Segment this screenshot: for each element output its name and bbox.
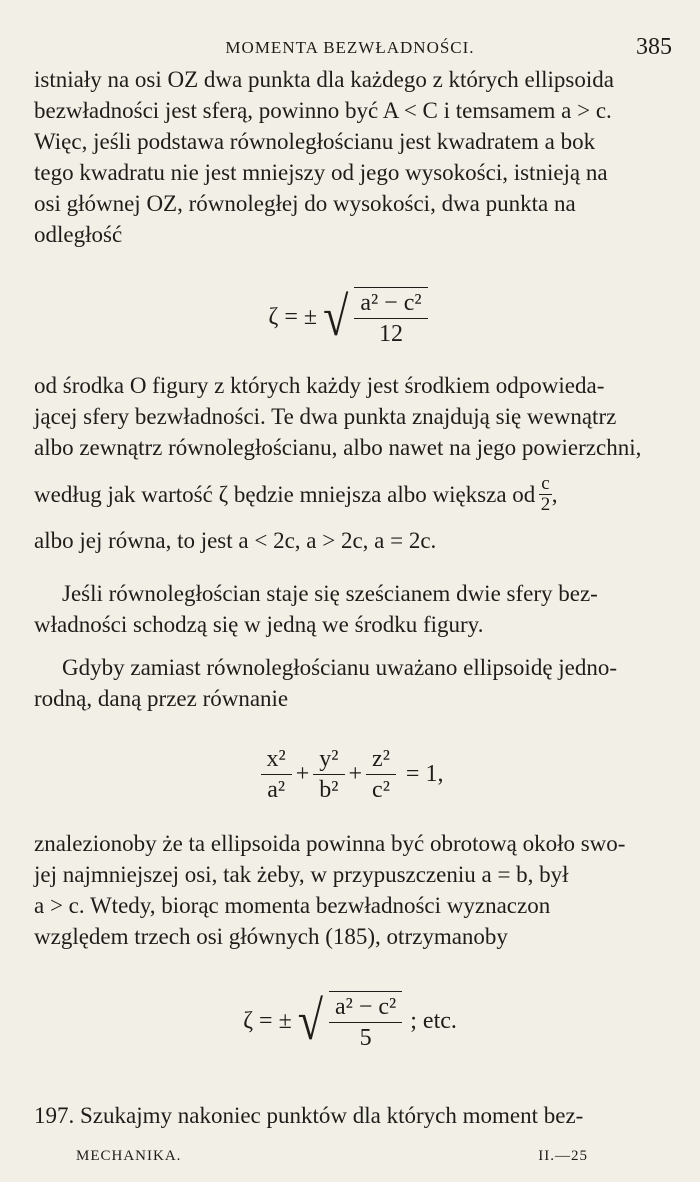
equation-tail: ; etc.	[410, 1007, 457, 1034]
fraction-numerator: y²	[313, 746, 344, 775]
running-head-title: MOMENTA BEZWŁADNOŚCI.	[225, 38, 475, 57]
equation-rhs: = 1,	[405, 760, 444, 787]
fraction-y	[313, 746, 344, 803]
plus-sign: +	[348, 760, 363, 787]
text-line: względem trzech osi głównych (185), otrzymanoby	[34, 924, 508, 949]
paragraph-4	[34, 652, 670, 714]
fraction-z	[366, 746, 396, 803]
page-footer	[0, 1148, 700, 1172]
section-number: 197.	[34, 1103, 75, 1128]
equation-zeta-5	[0, 976, 700, 1066]
text-line: istniały na osi OZ dwa punkta dla każdego z których ellipsoida	[34, 67, 614, 92]
fraction-numerator: a² − c²	[354, 290, 427, 319]
text-line: rodną, daną przez równanie	[34, 686, 289, 711]
text-line: Jeśli równoległościan staje się sześcianem dwie sfery bez-	[62, 581, 598, 606]
fraction-numerator: x²	[261, 746, 292, 775]
equation-zeta-12	[0, 282, 700, 352]
equation-ellipsoid	[0, 734, 700, 814]
running-head	[0, 34, 700, 64]
text-line: tego kwadratu nie jest mniejszy od jego wysokości, istnieją na	[34, 160, 608, 185]
text-line: osi głównej OZ, równoległej do wysokości, dwa punkta na	[34, 191, 576, 216]
text-line: odległość	[34, 222, 123, 247]
text-line: Więc, jeśli podstawa równoległościanu jest kwadratem a bok	[34, 129, 596, 154]
inline-fraction-comma: ,	[551, 481, 558, 507]
inline-fraction-numerator: c	[541, 472, 550, 494]
fraction-denominator: 5	[359, 1025, 372, 1051]
fraction-denominator: 12	[378, 321, 403, 347]
equation-lhs: ζ = ±	[243, 1007, 292, 1034]
text-line: albo jej równa, to jest a < 2c, a > 2c, a = 2c.	[34, 528, 437, 553]
text-line: Gdyby zamiast równoległościanu uważano ellipsoidę jedno-	[62, 655, 618, 680]
paragraph-2	[34, 370, 670, 556]
text-line: od środka O figury z których każdy jest środkiem odpowieda-	[34, 373, 605, 398]
footer-sheet-number: II.—25	[538, 1148, 588, 1164]
fraction-numerator: a² − c²	[329, 994, 402, 1023]
square-root	[292, 991, 406, 1051]
text-line	[34, 1100, 670, 1131]
fraction-numerator: z²	[366, 746, 396, 775]
section-text: Szukajmy nakoniec punktów dla których moment bez-	[80, 1103, 584, 1128]
inline-fraction	[539, 474, 551, 515]
footer-signature: MECHANIKA.	[76, 1148, 182, 1164]
fraction-denominator: b²	[319, 776, 339, 803]
fraction-x	[261, 746, 292, 803]
plus-sign: +	[295, 760, 310, 787]
square-root	[317, 287, 431, 347]
text-line: albo zewnątrz równoległościanu, albo nawet na jego powierzchni,	[34, 435, 642, 460]
fraction-denominator: c²	[372, 776, 390, 803]
fraction	[354, 287, 427, 347]
paragraph-1	[34, 64, 670, 250]
text-line	[34, 463, 670, 525]
fraction-denominator: a²	[267, 776, 286, 803]
text-line: bezwładności jest sferą, powinno być A < C i temsamem a > c.	[34, 98, 612, 123]
text-line: znalezionoby że ta ellipsoida powinna być obrotową około swo-	[34, 831, 626, 856]
text-line: władności schodzą się w jedną we środku figury.	[34, 612, 484, 637]
paragraph-6	[34, 1100, 670, 1131]
radical-sign: √	[297, 989, 324, 1051]
inline-fraction-denominator: 2	[540, 493, 551, 515]
page-number: 385	[636, 34, 672, 60]
paragraph-5	[34, 828, 670, 952]
text-line: jącej sfery bezwładności. Te dwa punkta znajdują się wewnątrz	[34, 404, 617, 429]
fraction	[329, 991, 402, 1051]
text-line: a > c. Wtedy, biorąc momenta bezwładności wyznaczon	[34, 893, 551, 918]
text-line: jej najmniejszej osi, tak żeby, w przypuszczeniu a = b, był	[34, 862, 569, 887]
text-line-main: według jak wartość ζ będzie mniejsza albo większa od	[34, 481, 536, 507]
radical-sign: √	[323, 285, 349, 347]
equation-lhs: ζ = ±	[268, 303, 318, 330]
paragraph-3	[34, 578, 670, 640]
